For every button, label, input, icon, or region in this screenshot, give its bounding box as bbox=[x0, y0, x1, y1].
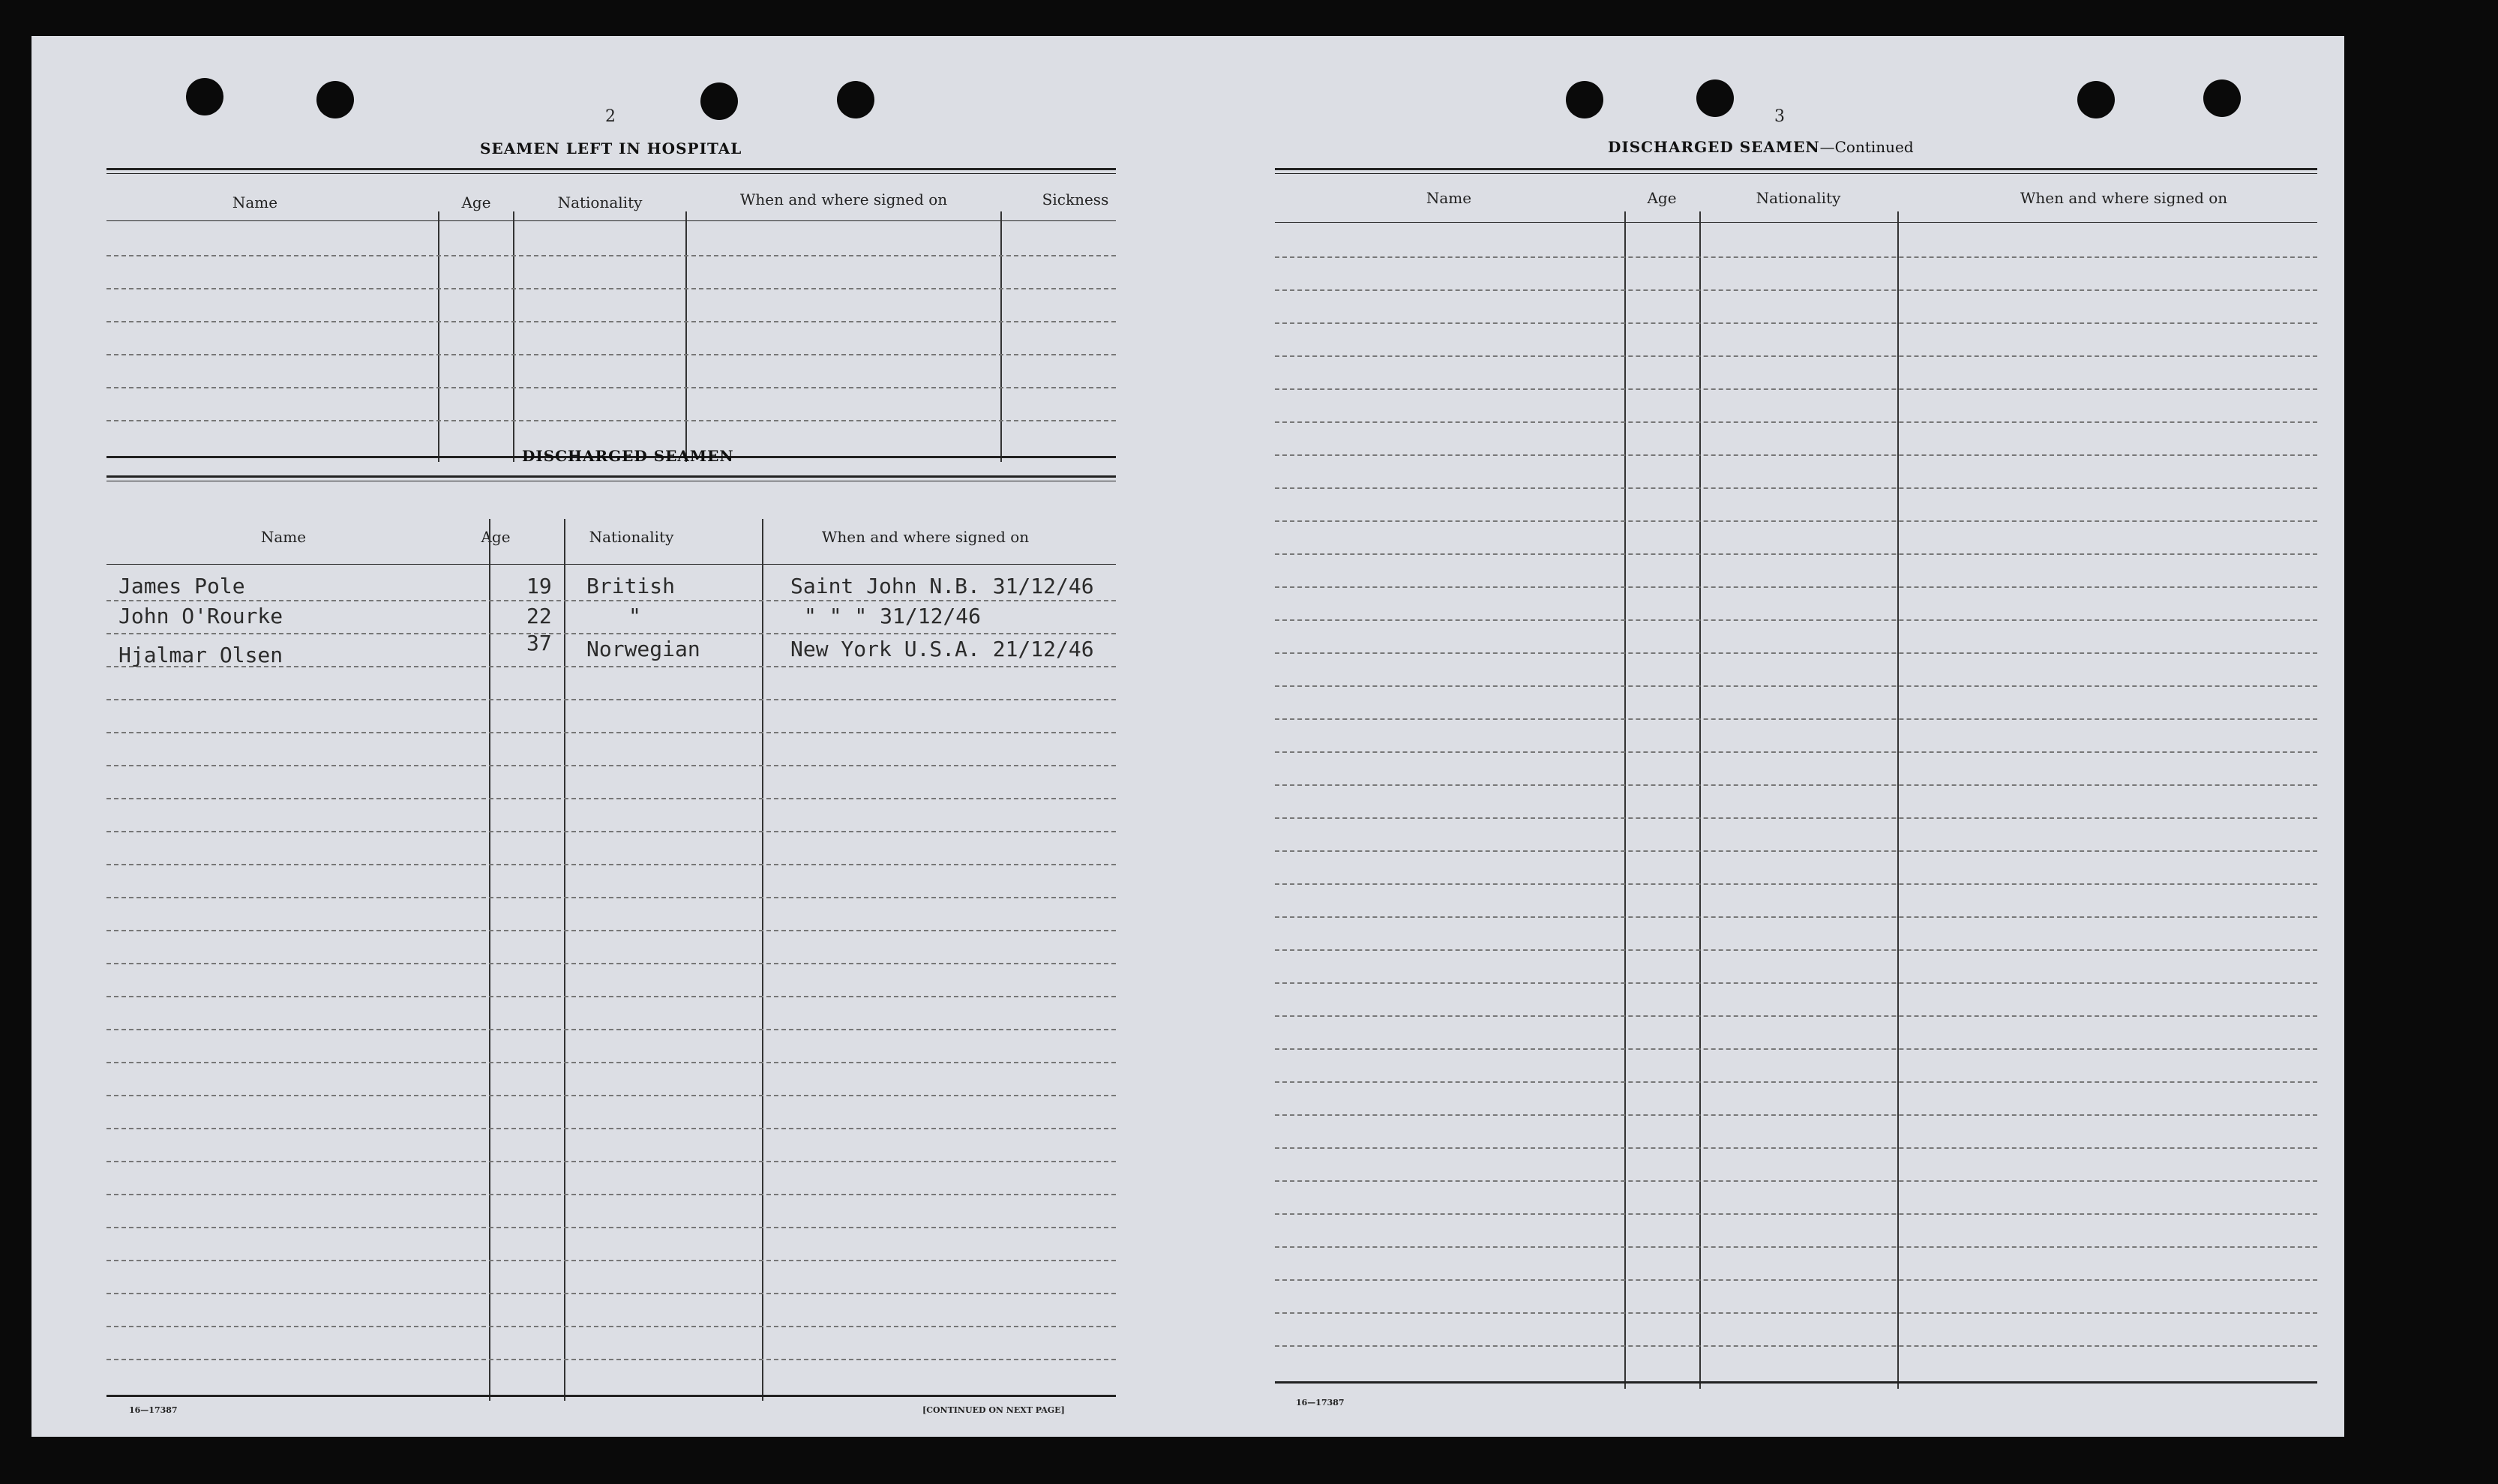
row-rule bbox=[1275, 1345, 2317, 1347]
punch-hole bbox=[2077, 81, 2115, 118]
row-rule bbox=[1275, 817, 2317, 819]
table-row bbox=[106, 631, 1116, 669]
discharged-continued-title-text: DISCHARGED SEAMEN bbox=[1608, 138, 1820, 156]
col-header-nationality: Nationality bbox=[1756, 189, 1841, 207]
row-rule bbox=[106, 633, 1116, 634]
column-divider bbox=[1000, 211, 1002, 462]
col-header-signed-on: When and where signed on bbox=[2020, 189, 2228, 207]
column-divider bbox=[438, 211, 439, 462]
row-rule bbox=[106, 354, 1116, 355]
row-rule bbox=[106, 699, 1116, 700]
row-rule bbox=[1275, 520, 2317, 522]
col-header-signed-on: When and where signed on bbox=[739, 190, 948, 208]
row-rule bbox=[106, 732, 1116, 733]
table-top-rule bbox=[106, 173, 1116, 174]
row-rule bbox=[106, 765, 1116, 766]
row-rule bbox=[1275, 685, 2317, 687]
row-rule bbox=[1275, 1246, 2317, 1248]
cell-signed-on: Saint John N.B. 31/12/46 bbox=[790, 574, 1094, 598]
row-rule bbox=[106, 798, 1116, 799]
cell-nationality: Norwegian bbox=[586, 637, 700, 661]
row-rule bbox=[1275, 322, 2317, 324]
form-number-left: 16—17387 bbox=[129, 1405, 178, 1415]
table-top-rule bbox=[106, 168, 1116, 170]
row-rule bbox=[1275, 1015, 2317, 1017]
row-rule bbox=[1275, 619, 2317, 621]
cell-age: 19 bbox=[526, 574, 552, 598]
row-rule bbox=[106, 1194, 1116, 1195]
col-header-age: Age bbox=[461, 193, 491, 211]
col-header-name: Name bbox=[260, 528, 307, 546]
row-rule bbox=[106, 1326, 1116, 1327]
row-rule bbox=[106, 1161, 1116, 1162]
table-bottom-rule bbox=[1275, 1381, 2317, 1384]
cell-signed-on: " " " 31/12/46 bbox=[804, 604, 982, 628]
col-header-age: Age bbox=[481, 528, 511, 546]
row-rule bbox=[1275, 289, 2317, 291]
discharged-table bbox=[106, 475, 1116, 1402]
table-row bbox=[106, 570, 1116, 600]
row-rule bbox=[106, 387, 1116, 388]
row-rule bbox=[106, 897, 1116, 898]
header-rule bbox=[1275, 222, 2317, 223]
page-number-right: 3 bbox=[1774, 107, 1785, 126]
row-rule bbox=[1275, 454, 2317, 456]
row-rule bbox=[1275, 1048, 2317, 1050]
row-rule bbox=[1275, 487, 2317, 489]
col-header-name: Name bbox=[1426, 189, 1472, 207]
punch-hole bbox=[186, 78, 223, 115]
row-rule bbox=[1275, 652, 2317, 654]
row-rule bbox=[106, 288, 1116, 289]
punch-hole bbox=[1696, 79, 1734, 117]
col-header-sickness: Sickness bbox=[1042, 190, 1109, 208]
cell-nationality: British bbox=[586, 574, 676, 598]
row-rule bbox=[1275, 883, 2317, 885]
row-rule bbox=[106, 1062, 1116, 1063]
row-rule bbox=[106, 1029, 1116, 1030]
row-rule bbox=[106, 420, 1116, 421]
ledger-sheet bbox=[31, 36, 2344, 1437]
row-rule bbox=[106, 1095, 1116, 1096]
cell-age: 22 bbox=[526, 604, 552, 628]
col-header-nationality: Nationality bbox=[589, 528, 674, 546]
form-number-right: 16—17387 bbox=[1296, 1398, 1345, 1408]
row-rule bbox=[1275, 388, 2317, 390]
row-rule bbox=[1275, 1114, 2317, 1116]
row-rule bbox=[1275, 751, 2317, 753]
hospital-section-title: SEAMEN LEFT IN HOSPITAL bbox=[480, 139, 742, 157]
continued-note: [CONTINUED ON NEXT PAGE] bbox=[922, 1405, 1065, 1415]
row-rule bbox=[106, 963, 1116, 964]
row-rule bbox=[106, 864, 1116, 865]
cell-age: 37 bbox=[526, 631, 552, 655]
col-header-name: Name bbox=[232, 193, 278, 211]
row-rule bbox=[106, 996, 1116, 997]
discharged-continued-table bbox=[1275, 168, 2317, 1398]
row-rule bbox=[1275, 1213, 2317, 1215]
cell-name: Hjalmar Olsen bbox=[118, 643, 283, 667]
page-number-left: 2 bbox=[605, 107, 616, 126]
row-rule bbox=[1275, 1147, 2317, 1149]
row-rule bbox=[106, 1260, 1116, 1261]
row-rule bbox=[106, 930, 1116, 931]
hospital-table bbox=[106, 168, 1116, 463]
row-rule bbox=[106, 255, 1116, 256]
row-rule bbox=[1275, 1312, 2317, 1314]
col-header-age: Age bbox=[1647, 189, 1677, 207]
cell-name: John O'Rourke bbox=[118, 604, 283, 628]
row-rule bbox=[1275, 916, 2317, 918]
row-rule bbox=[1275, 718, 2317, 720]
punch-hole bbox=[837, 81, 874, 118]
punch-hole bbox=[700, 82, 738, 120]
row-rule bbox=[1275, 553, 2317, 555]
row-rule bbox=[1275, 850, 2317, 852]
cell-nationality: " bbox=[628, 604, 641, 628]
col-header-nationality: Nationality bbox=[557, 193, 643, 211]
row-rule bbox=[106, 321, 1116, 322]
row-rule bbox=[1275, 1279, 2317, 1281]
row-rule bbox=[1275, 355, 2317, 357]
column-divider bbox=[685, 211, 687, 462]
row-rule bbox=[1275, 982, 2317, 984]
table-top-rule bbox=[1275, 173, 2317, 174]
row-rule bbox=[106, 1293, 1116, 1294]
header-rule bbox=[106, 564, 1116, 565]
cell-name: James Pole bbox=[118, 574, 245, 598]
table-top-rule bbox=[106, 475, 1116, 478]
column-divider bbox=[513, 211, 514, 462]
table-bottom-rule bbox=[106, 1395, 1116, 1397]
table-top-rule bbox=[1275, 168, 2317, 170]
punch-hole bbox=[1566, 81, 1603, 118]
discharged-continued-title bbox=[1608, 138, 1914, 156]
row-rule bbox=[1275, 784, 2317, 786]
row-rule bbox=[1275, 586, 2317, 588]
cell-signed-on: New York U.S.A. 21/12/46 bbox=[790, 637, 1094, 661]
punch-hole bbox=[2203, 79, 2241, 117]
continued-suffix: —Continued bbox=[1819, 138, 1914, 156]
row-rule bbox=[106, 831, 1116, 832]
header-rule bbox=[106, 220, 1116, 221]
punch-hole bbox=[316, 81, 354, 118]
row-rule bbox=[1275, 256, 2317, 258]
table-row bbox=[106, 600, 1116, 630]
row-rule bbox=[1275, 1180, 2317, 1182]
row-rule bbox=[106, 1227, 1116, 1228]
row-rule bbox=[1275, 949, 2317, 951]
row-rule bbox=[106, 1128, 1116, 1129]
discharged-section-title: DISCHARGED SEAMEN bbox=[522, 447, 734, 465]
col-header-signed-on: When and where signed on bbox=[821, 528, 1030, 546]
row-rule bbox=[1275, 1081, 2317, 1083]
row-rule bbox=[1275, 421, 2317, 423]
row-rule bbox=[106, 1359, 1116, 1360]
